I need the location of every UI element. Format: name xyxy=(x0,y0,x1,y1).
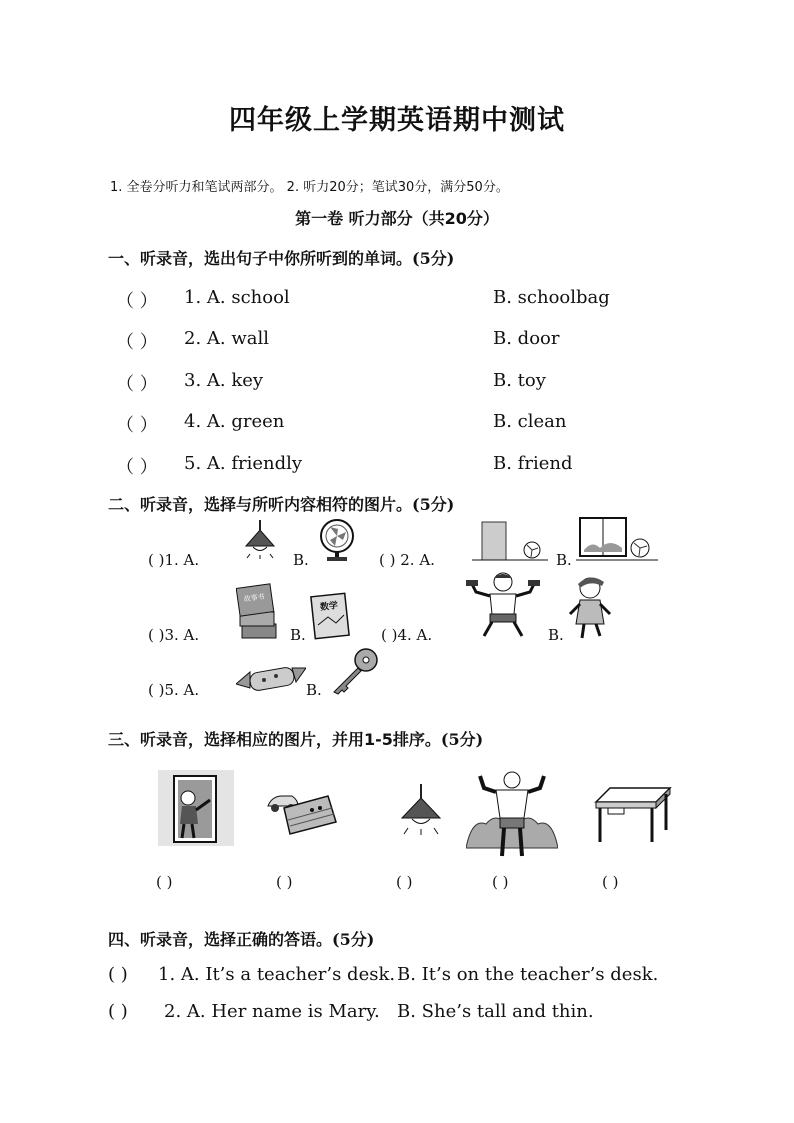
girl-at-door-icon xyxy=(158,770,234,846)
section-2-heading xyxy=(108,492,454,515)
section-1-heading xyxy=(108,246,454,269)
option-a: 1. A. school xyxy=(184,287,290,308)
question-label[interactable]: ( )1. A. xyxy=(148,551,200,569)
option-a: 2. A. wall xyxy=(184,328,269,349)
question-text: 2. A. Her name is Mary. xyxy=(164,1001,380,1022)
wall-with-fan-icon xyxy=(472,520,548,564)
toy-car-and-book-icon xyxy=(266,786,338,842)
option-b: B. door xyxy=(493,328,560,349)
section-label: 三、听录音，选择相应的图片，并用1-5排序。 xyxy=(108,730,441,749)
answer-paren[interactable]: ( ) xyxy=(156,873,173,891)
desk-icon xyxy=(594,786,672,844)
section-points: (5分) xyxy=(332,930,375,949)
book-label: 数学 xyxy=(319,601,339,613)
section-label: 二、听录音，选择与所听内容相符的图片。 xyxy=(108,495,413,514)
option-a: 3. A. key xyxy=(184,370,264,391)
key-icon xyxy=(330,646,380,696)
answer-paren[interactable]: ( ) xyxy=(276,873,293,891)
question-label[interactable]: ( ) 2. A. xyxy=(379,551,435,569)
option-b-label: B. xyxy=(556,551,572,569)
option-b: B. friend xyxy=(493,453,573,474)
strong-boy-icon xyxy=(466,570,540,642)
option-b: B. schoolbag xyxy=(493,287,610,308)
section-points: (5分) xyxy=(412,249,455,268)
option-b-label: B. xyxy=(306,681,322,699)
section-label: 四、听录音，选择正确的答语。 xyxy=(108,930,333,949)
answer-paren[interactable]: ( ) xyxy=(396,873,413,891)
storybooks-icon xyxy=(236,582,280,642)
option-a: 4. A. green xyxy=(184,411,285,432)
option-b-label: B. xyxy=(293,551,309,569)
section-3-heading xyxy=(108,727,483,750)
answer-paren[interactable]: （ ） xyxy=(116,415,158,436)
math-book-icon xyxy=(310,591,352,641)
section-points: (5分) xyxy=(440,730,484,749)
girl-icon xyxy=(566,574,616,642)
window-with-fan-icon xyxy=(576,516,658,564)
option-b-label: B. xyxy=(290,626,306,644)
section-4-heading xyxy=(108,927,374,950)
answer-paren[interactable]: （ ） xyxy=(116,457,158,478)
answer-paren[interactable]: （ ） xyxy=(116,374,158,395)
answer-paren[interactable]: ( ) xyxy=(108,964,128,985)
answer-paren[interactable]: （ ） xyxy=(116,291,158,312)
lamp-icon xyxy=(396,784,446,836)
answer-paren[interactable]: ( ) xyxy=(108,1001,128,1022)
option-a: 5. A. friendly xyxy=(184,453,303,474)
fan-icon xyxy=(318,518,356,562)
option-b: B. clean xyxy=(493,411,567,432)
option-b-label: B. xyxy=(548,626,564,644)
muscular-man-icon xyxy=(466,768,558,860)
section-points: (5分) xyxy=(412,495,455,514)
exam-note: 1. 全卷分听力和笔试两部分。 2. 听力20分；笔试30分，满分50分。 xyxy=(110,180,509,195)
section-label: 一、听录音，选出句子中你所听到的单词。 xyxy=(108,249,413,268)
option-b: B. toy xyxy=(493,370,546,391)
answer-paren[interactable]: （ ） xyxy=(116,332,158,353)
question-text: 1. A. It’s a teacher’s desk. xyxy=(158,964,396,985)
candy-icon xyxy=(236,658,306,698)
question-label[interactable]: ( )3. A. xyxy=(148,626,200,644)
book-label: 故事书 xyxy=(243,592,266,604)
answer-paren[interactable]: ( ) xyxy=(602,873,619,891)
page-title: 四年级上学期英语期中测试 xyxy=(229,105,565,136)
option-b: B. It’s on the teacher’s desk. xyxy=(397,964,659,985)
answer-paren[interactable]: ( ) xyxy=(492,873,509,891)
volume-heading: 第一卷 听力部分（共20分） xyxy=(295,209,499,228)
lamp-icon xyxy=(240,520,280,560)
option-b: B. She’s tall and thin. xyxy=(397,1001,594,1022)
question-label[interactable]: ( )4. A. xyxy=(381,626,433,644)
question-label[interactable]: ( )5. A. xyxy=(148,681,200,699)
